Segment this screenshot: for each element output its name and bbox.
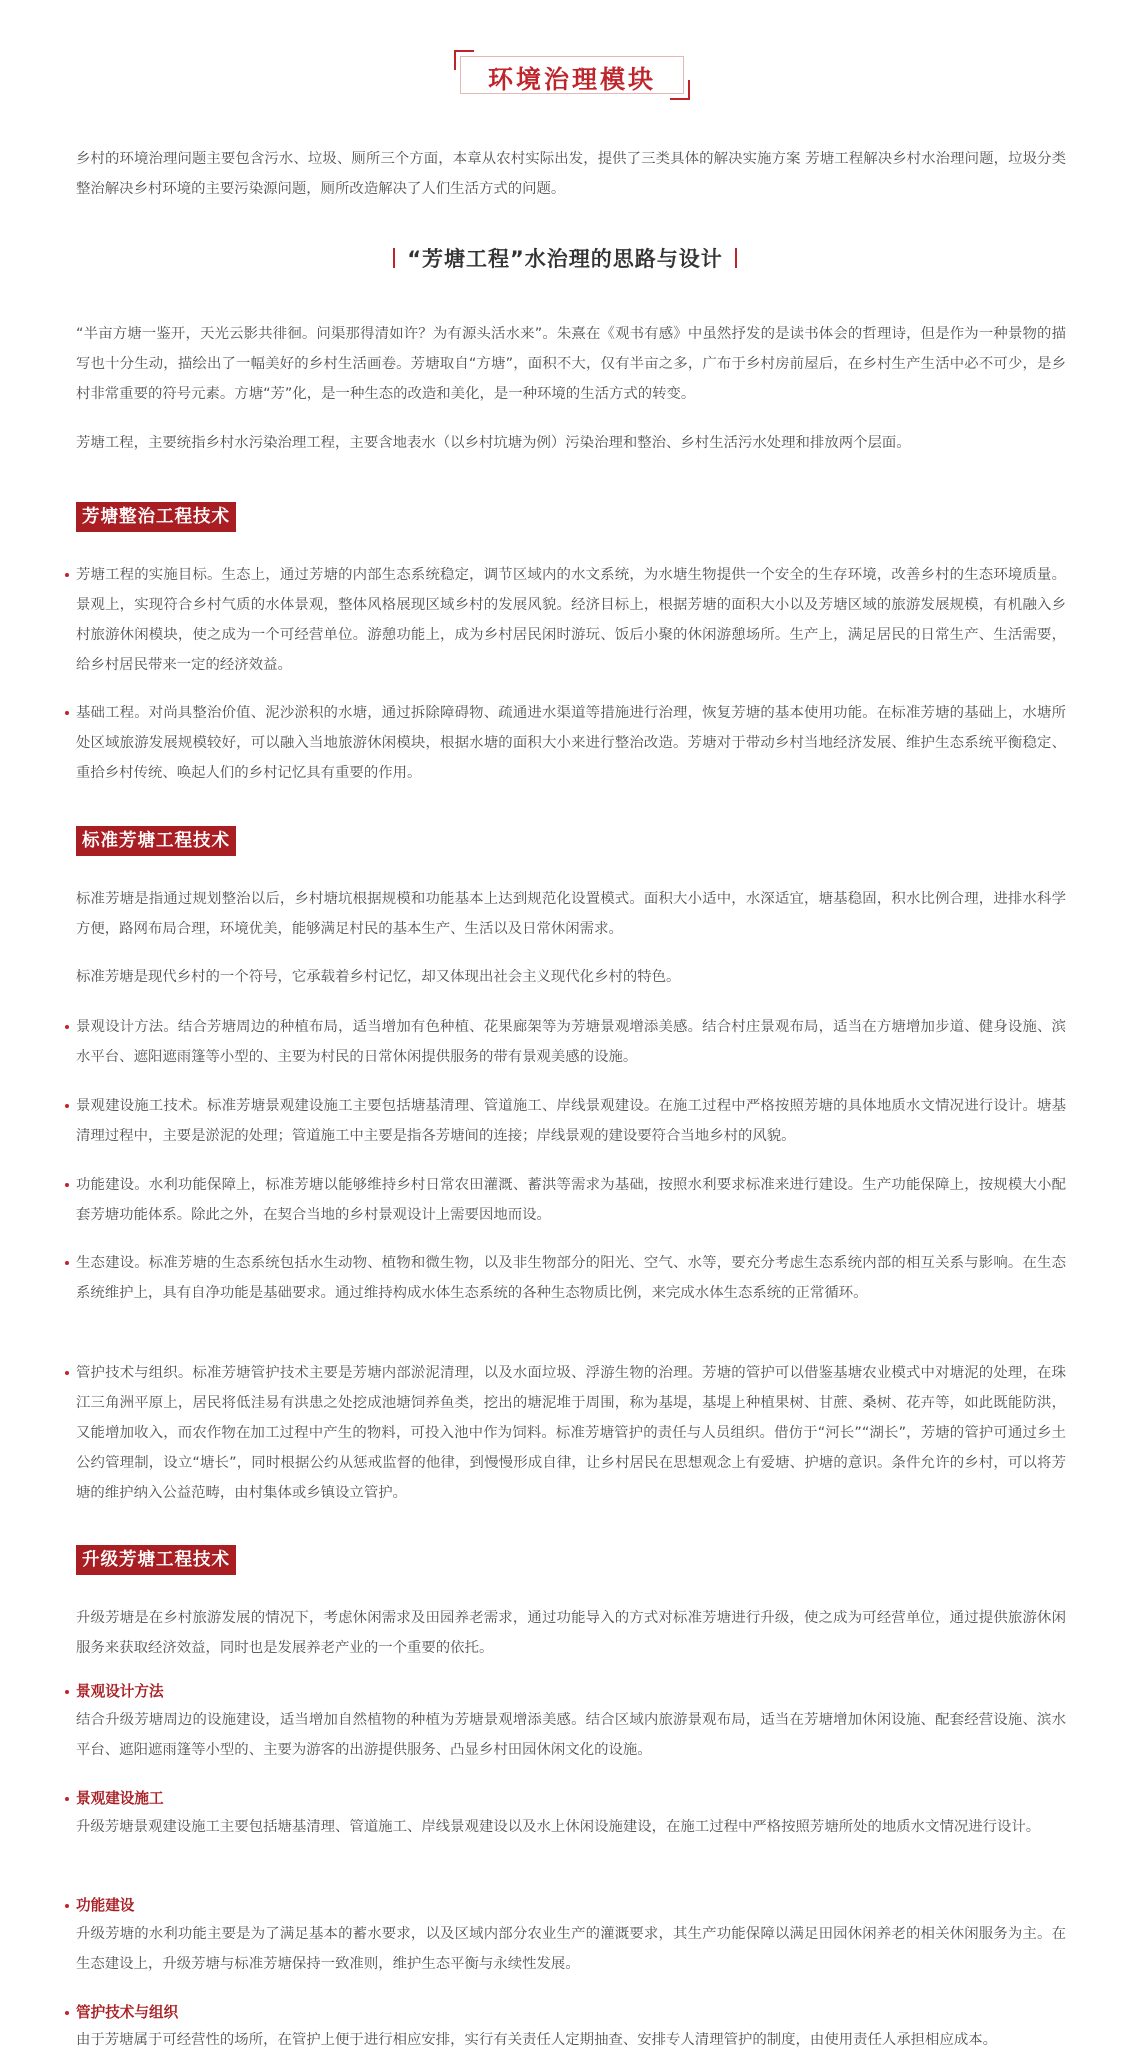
intro-paragraph: 乡村的环境治理问题主要包含污水、垃圾、厕所三个方面，本章从农村实际出发，提供了三类具体的解决实施方案 芳塘工程解决乡村水治理问题，垃圾分类整治解决乡村环境的主要污染源问题，厕所改造解决了人们生活方式的问题。 xyxy=(76,151,1066,197)
bullet-dot xyxy=(65,711,69,715)
bullet-dot xyxy=(65,1104,69,1108)
section-band-2: 标准芳塘工程技术 xyxy=(76,826,236,856)
item-title-text: 管护技术与组织 xyxy=(76,2004,179,2021)
bullet-text: 管护技术与组织。标准芳塘管护技术主要是芳塘内部淤泥清理，以及水面垃圾、浮游生物的治理。芳塘的管护可以借鉴基塘农业模式中对塘泥的处理，在珠江三角洲平原上，居民将低洼易有洪患之处挖成池塘饲养鱼类，挖出的塘泥堆于周围，称为基堤，基堤上种植果树、甘蔗、桑树、花卉等，如此既能防洪，又能增加收入，而农作物在加工过程中产生的物料，可投入池中作为饲料。标准芳塘管护的责任与人员组织。借仿于“河长”“湖长”，芳塘的管护可通过乡土公约管理制，设立“塘长”，同时根据公约从惩戒监督的他律，到慢慢形成自律，让乡村居民在思想观念上有爱塘、护塘的意识。条件允许的乡村，可以将芳塘的维护纳入公益范畴，由村集体或乡镇设立管护。 xyxy=(76,1365,1066,1501)
bullet-item xyxy=(76,1091,1066,1151)
paragraph-3: 标准芳塘是指通过规划整治以后，乡村塘坑根据规模和功能基本上达到规范化设置模式。面积大小适中，水深适宜，塘基稳固，积水比例合理，进排水科学方便，路网布局合理，环境优美，能够满足村民的基本生产、生活以及日常休闲需求。 xyxy=(76,891,1066,937)
bullet-text: 基础工程。对尚具整治价值、泥沙淤积的水塘，通过拆除障碍物、疏通进水渠道等措施进行治理，恢复芳塘的基本使用功能。在标准芳塘的基础上，水塘所处区域旅游发展规模较好，可以融入当地旅游休闲模块，根据水塘的面积大小来进行整治改造。芳塘对于带动乡村当地经济发展、维护生态系统平衡稳定、重拾乡村传统、唤起人们的乡村记忆具有重要的作用。 xyxy=(76,705,1066,781)
bullet-item xyxy=(76,1170,1066,1230)
heading-bar-right xyxy=(735,248,737,268)
bullet-item xyxy=(76,698,1066,788)
item-text: 升级芳塘景观建设施工主要包括塘基清理、管道施工、岸线景观建设以及水上休闲设施建设，在施工过程中严格按照芳塘所处的地质水文情况进行设计。 xyxy=(76,1819,1041,1835)
section-band-3: 升级芳塘工程技术 xyxy=(76,1545,236,1575)
bullet-dot xyxy=(65,1261,69,1265)
item-title xyxy=(76,2002,178,2024)
bullet-item xyxy=(76,1358,1066,1508)
bullet-dot xyxy=(65,1690,69,1694)
bullet-dot xyxy=(65,1183,69,1187)
heading-bar-left xyxy=(393,248,395,268)
item-title-text: 景观设计方法 xyxy=(76,1683,164,1700)
paragraph-1: “半亩方塘一鉴开，天光云影共徘徊。问渠那得清如许？为有源头活水来”。朱熹在《观书有感》中虽然抒发的是读书体会的哲理诗，但是作为一种景物的描写也十分生动，描绘出了一幅美好的乡村生活画卷。芳塘取自“方塘”，面积不大，仅有半亩之多，广布于乡村房前屋后，在乡村生产生活中必不可少，是乡村非常重要的符号元素。方塘“芳”化，是一种生态的改造和美化，是一种环境的生活方式的转变。 xyxy=(76,326,1066,402)
section-band-1: 芳塘整治工程技术 xyxy=(76,502,236,532)
bullet-item xyxy=(76,1248,1066,1308)
item-title xyxy=(76,1788,164,1810)
item-title-text: 功能建设 xyxy=(76,1897,135,1914)
item-text: 由于芳塘属于可经营性的场所，在管护上便于进行相应安排，实行有关责任人定期抽查、安排专人清理管护的制度，由使用责任人承担相应成本。 xyxy=(76,2032,998,2048)
bullet-dot xyxy=(65,573,69,577)
item-title-text: 景观建设施工 xyxy=(76,1790,164,1807)
bullet-item xyxy=(76,560,1066,680)
item-text: 升级芳塘的水利功能主要是为了满足基本的蓄水要求，以及区域内部分农业生产的灌溉要求，其生产功能保障以满足田园休闲养老的相关休闲服务为主。在生态建设上，升级芳塘与标准芳塘保持一致准则，维护生态平衡与永续性发展。 xyxy=(76,1926,1066,1972)
bullet-dot xyxy=(65,1025,69,1029)
paragraph-5: 升级芳塘是在乡村旅游发展的情况下，考虑休闲需求及田园养老需求，通过功能导入的方式对标准芳塘进行升级，使之成为可经营单位，通过提供旅游休闲服务来获取经济效益，同时也是发展养老产业的一个重要的依托。 xyxy=(76,1610,1066,1656)
bullet-text: 芳塘工程的实施目标。生态上，通过芳塘的内部生态系统稳定，调节区域内的水文系统，为水塘生物提供一个安全的生存环境，改善乡村的生态环境质量。景观上，实现符合乡村气质的水体景观，整体风格展现区域乡村的发展风貌。经济目标上，根据芳塘的面积大小以及芳塘区域的旅游发展规模，有机融入乡村旅游休闲模块，使之成为一个可经营单位。游憩功能上，成为乡村居民闲时游玩、饭后小聚的休闲游憩场所。生产上，满足居民的日常生产、生活需要，给乡村居民带来一定的经济效益。 xyxy=(76,567,1066,673)
section-heading-text: “芳塘工程”水治理的思路与设计 xyxy=(407,247,723,271)
paragraph-2: 芳塘工程，主要统指乡村水污染治理工程，主要含地表水（以乡村坑塘为例）污染治理和整治、乡村生活污水处理和排放两个层面。 xyxy=(76,435,911,451)
title-box xyxy=(454,50,690,100)
item-text: 结合升级芳塘周边的设施建设，适当增加自然植物的种植为芳塘景观增添美感。结合区域内旅游景观布局，适当在芳塘增加休闲设施、配套经营设施、滨水平台、遮阳遮雨篷等小型的、主要为游客的出游提供服务、凸显乡村田园休闲文化的设施。 xyxy=(76,1712,1066,1758)
section-heading xyxy=(0,243,1130,277)
bullet-text: 景观建设施工技术。标准芳塘景观建设施工主要包括塘基清理、管道施工、岸线景观建设。在施工过程中严格按照芳塘的具体地质水文情况进行设计。塘基清理过程中，主要是淤泥的处理；管道施工中主要是指各芳塘间的连接；岸线景观的建设要符合当地乡村的风貌。 xyxy=(76,1098,1066,1144)
bullet-text: 生态建设。标准芳塘的生态系统包括水生动物、植物和微生物，以及非生物部分的阳光、空气、水等，要充分考虑生态系统内部的相互关系与影响。在生态系统维护上，具有自净功能是基础要求。通过维持构成水体生态系统的各种生态物质比例，来完成水体生态系统的正常循环。 xyxy=(76,1255,1066,1301)
bullet-dot xyxy=(65,1797,69,1801)
item-title xyxy=(76,1895,134,1917)
bullet-text: 景观设计方法。结合芳塘周边的种植布局，适当增加有色种植、花果廊架等为芳塘景观增添美感。结合村庄景观布局，适当在方塘增加步道、健身设施、滨水平台、遮阳遮雨篷等小型的、主要为村民的日常休闲提供服务的带有景观美感的设施。 xyxy=(76,1019,1066,1065)
page-title: 环境治理模块 xyxy=(487,65,656,94)
bullet-item xyxy=(76,1012,1066,1072)
bullet-text: 功能建设。水利功能保障上，标准芳塘以能够维持乡村日常农田灌溉、蓄洪等需求为基础，按照水利要求标准来进行建设。生产功能保障上，按规模大小配套芳塘功能体系。除此之外，在契合当地的乡村景观设计上需要因地而设。 xyxy=(76,1177,1066,1223)
paragraph-4: 标准芳塘是现代乡村的一个符号，它承载着乡村记忆，却又体现出社会主义现代化乡村的特色。 xyxy=(76,969,681,985)
bullet-dot xyxy=(65,1371,69,1375)
bullet-dot xyxy=(65,2011,69,2015)
bullet-dot xyxy=(65,1904,69,1908)
item-title xyxy=(76,1681,164,1703)
